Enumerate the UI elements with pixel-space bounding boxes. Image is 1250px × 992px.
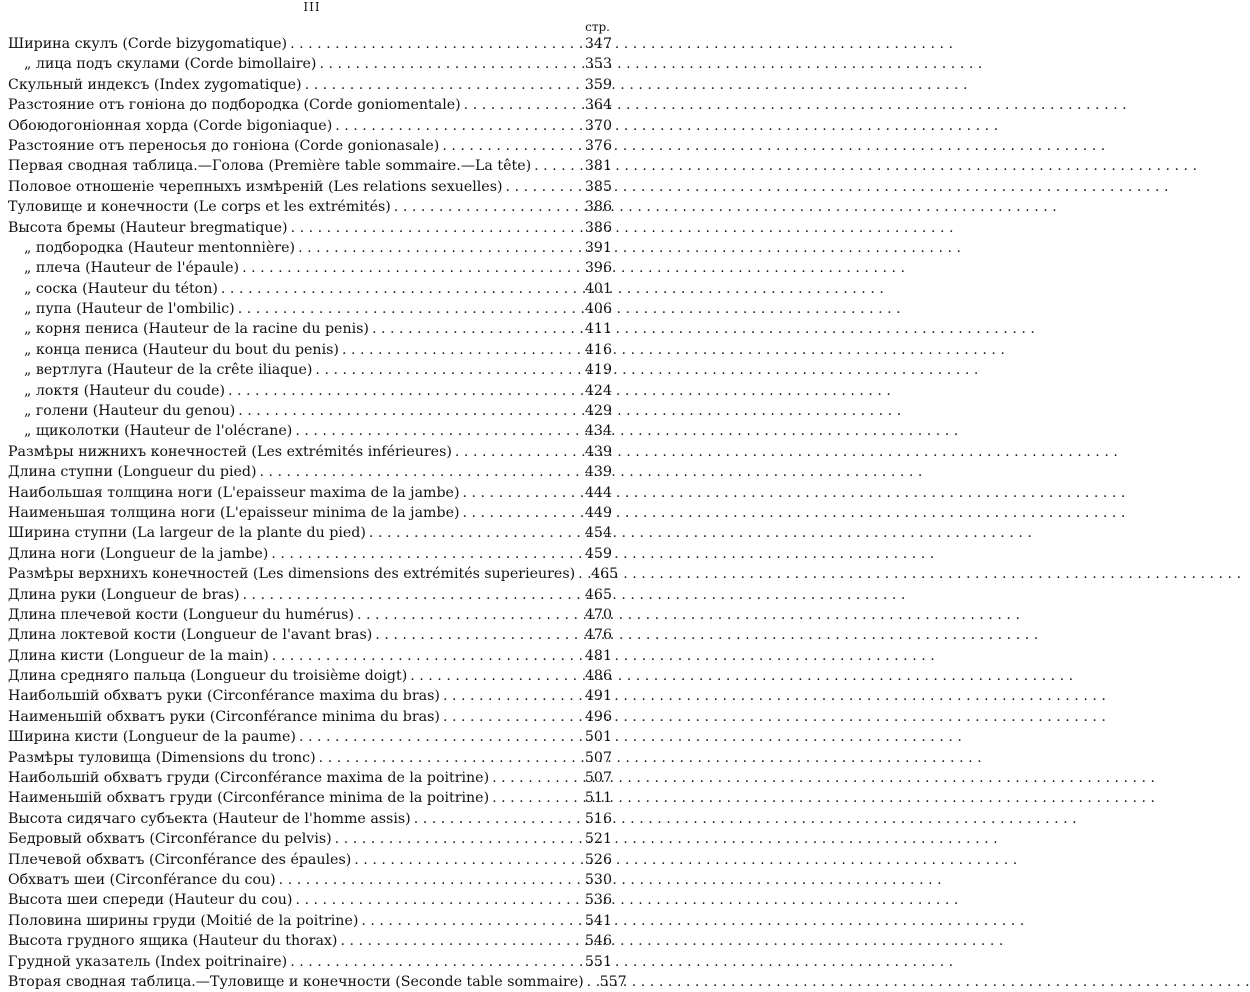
toc-entry-page: 449 [584, 504, 612, 521]
dot-leader [239, 258, 580, 278]
dot-leader [489, 788, 580, 808]
dot-leader [332, 829, 580, 849]
toc-entry-page: 511 [584, 790, 612, 807]
toc-entry-page: 419 [584, 362, 612, 379]
toc-entry-title: Наибольшая толщина ноги (L'epaisseur maxima de la jambe) [8, 484, 460, 501]
toc-entry-page: 391 [584, 239, 612, 256]
toc-entry-title: Грудной указатель (Index poitrinaire) [8, 953, 288, 970]
toc-entry-title: Обоюдогоніонная хорда (Corde bigoniaque) [8, 117, 333, 134]
dot-leader [225, 381, 580, 401]
toc-entry-page: 465 [584, 586, 612, 603]
page-number: III [303, 0, 321, 14]
dot-leader [312, 360, 580, 380]
toc-entry-title: Туловище и конечности (Le corps et les extrémités) [8, 199, 391, 216]
toc-entry-title: „ подбородка (Hauteur mentonnière) [24, 239, 296, 256]
dot-leader [575, 564, 586, 584]
toc-entry-title: Разстояние отъ переносья до гоніона (Corde gonionasale) [8, 137, 440, 154]
toc-entry [8, 34, 612, 54]
dot-leader [407, 666, 580, 686]
toc-entry [8, 707, 612, 727]
toc-entry-page: 444 [584, 484, 612, 501]
toc-entry-page: 507 [584, 749, 612, 766]
toc-entry-title: „ локтя (Hauteur du coude) [24, 382, 225, 399]
toc-entry [8, 258, 612, 278]
toc-entry-title: Длина ступни (Longueur du pied) [8, 464, 257, 481]
toc-entry-title: Длина руки (Longueur de bras) [8, 586, 240, 603]
dot-leader [316, 748, 580, 768]
toc-entry [8, 625, 612, 645]
toc-entry-page: 476 [584, 627, 612, 644]
toc-entry-title: Высота грудного ящика (Hauteur du thorax) [8, 933, 338, 950]
dot-leader [391, 197, 580, 217]
dot-leader [460, 483, 581, 503]
toc-entry [8, 75, 612, 95]
toc-entry-page: 557 [599, 973, 627, 990]
toc-entry-title: Длина ноги (Longueur de la jambe) [8, 545, 269, 562]
toc-entry [8, 503, 612, 523]
toc-entry-title: Высота шеи спереди (Hauteur du cou) [8, 892, 293, 909]
toc-entry-title: Плечевой обхватъ (Circonférance des épaules) [8, 851, 352, 868]
dot-leader [489, 768, 580, 788]
toc-entry-title: Высота сидячаго субъекта (Hauteur de l'homme assis) [8, 810, 411, 827]
toc-entry-title: „ щиколотки (Hauteur de l'olécrane) [24, 423, 293, 440]
toc-entry [8, 768, 612, 788]
page-column-label: стр. [585, 20, 610, 34]
toc-entry [8, 218, 612, 238]
toc-entry-title: „ голени (Hauteur du genou) [24, 403, 236, 420]
dot-leader [411, 809, 580, 829]
dot-leader [316, 54, 580, 74]
table-of-contents [8, 34, 627, 992]
toc-entry-title: „ конца пениса (Hauteur du bout du penis) [24, 341, 339, 358]
toc-entry-title: Бедровый обхватъ (Circonférance du pelvis) [8, 831, 332, 848]
toc-entry [8, 421, 612, 441]
dot-leader [292, 890, 580, 910]
dot-leader [366, 523, 580, 543]
toc-entry [8, 911, 612, 931]
toc-entry-page: 424 [584, 382, 612, 399]
toc-entry [8, 54, 612, 74]
toc-entry-page: 347 [584, 35, 612, 52]
toc-entry [8, 319, 612, 339]
toc-entry [8, 177, 612, 197]
dot-leader [460, 503, 581, 523]
toc-entry-page: 434 [584, 423, 612, 440]
toc-entry-title: Длина плечевой кости (Longueur du humérus) [8, 606, 355, 623]
toc-entry-page: 541 [584, 912, 612, 929]
toc-entry-title: „ корня пениса (Hauteur de la racine du penis) [24, 321, 369, 338]
dot-leader [339, 340, 580, 360]
toc-entry [8, 523, 612, 543]
toc-entry [8, 360, 612, 380]
toc-entry-page: 530 [584, 872, 612, 888]
dot-leader [302, 75, 580, 95]
toc-entry-title: Наименьшая толщина ноги (L'epaisseur minima de la jambe) [8, 504, 460, 521]
dot-leader [452, 442, 580, 462]
dot-leader [296, 727, 580, 747]
toc-entry-title: „ плеча (Hauteur de l'épaule) [24, 260, 240, 277]
toc-entry [8, 401, 612, 421]
dot-leader [292, 421, 580, 441]
toc-entry [8, 279, 612, 299]
toc-entry-title: „ вертлуга (Hauteur de la crête iliaque) [24, 362, 313, 379]
dot-leader [351, 850, 580, 870]
toc-entry-title: Длина локтевой кости (Longueur de l'avant bras) [8, 627, 373, 644]
toc-entry [8, 870, 612, 890]
toc-entry [8, 462, 612, 482]
toc-entry-page: 359 [584, 76, 612, 93]
toc-entry [8, 442, 612, 462]
dot-leader [337, 931, 580, 951]
toc-entry-page: 386 [584, 199, 612, 216]
toc-entry [8, 605, 612, 625]
toc-entry-page: 496 [584, 708, 612, 725]
toc-entry [8, 156, 612, 176]
toc-entry [8, 585, 612, 605]
dot-leader [276, 870, 580, 890]
toc-entry-page: 459 [584, 545, 612, 562]
toc-entry-page: 454 [584, 525, 612, 542]
toc-entry-title: Скульный индексъ (Index zygomatique) [8, 76, 302, 93]
dot-leader [295, 238, 580, 258]
toc-entry [8, 238, 612, 258]
toc-entry-title: Обхватъ шеи (Circonférance du cou) [8, 872, 276, 888]
dot-leader [358, 911, 580, 931]
dot-leader [332, 116, 580, 136]
toc-entry-page: 370 [584, 117, 612, 134]
toc-entry [8, 972, 627, 992]
toc-entry-title: Размѣры нижнихъ конечностей (Les extrémités inférieures) [8, 443, 452, 460]
toc-entry-title: „ лица подъ скулами (Corde bimollaire) [24, 56, 317, 73]
toc-entry [8, 829, 612, 849]
toc-entry-title: „ пупа (Hauteur de l'ombilic) [24, 301, 235, 318]
toc-entry [8, 666, 612, 686]
toc-entry-page: 385 [584, 178, 612, 195]
toc-entry-title: Ширина кисти (Longueur de la paume) [8, 729, 296, 746]
dot-leader [240, 585, 581, 605]
toc-entry-page: 516 [584, 810, 612, 827]
toc-entry [8, 381, 612, 401]
dot-leader [268, 544, 580, 564]
dot-leader [531, 156, 580, 176]
toc-entry-page: 491 [584, 688, 612, 705]
toc-entry [8, 116, 612, 136]
toc-entry [8, 197, 612, 217]
toc-entry-page: 470 [584, 606, 612, 623]
toc-entry-page: 406 [584, 301, 612, 318]
toc-entry-title: Наибольшій обхватъ руки (Circonférance maxima du bras) [8, 688, 440, 705]
toc-entry-title: Ширина скулъ (Corde bizygomatique) [8, 35, 288, 52]
dot-leader [584, 972, 595, 992]
toc-entry-page: 551 [584, 953, 612, 970]
toc-entry-title: Длина средняго пальца (Longueur du troisième doigt) [8, 668, 408, 685]
toc-entry-page: 536 [584, 892, 612, 909]
toc-entry-page: 546 [584, 933, 612, 950]
toc-entry-page: 376 [584, 137, 612, 154]
toc-entry-page: 386 [584, 219, 612, 236]
toc-entry-title: Ширина ступни (La largeur de la plante du pied) [8, 525, 366, 542]
toc-entry [8, 748, 612, 768]
dot-leader [461, 95, 580, 115]
toc-entry-title: Разстояние отъ гоніона до подбородка (Corde goniomentale) [8, 97, 461, 114]
toc-entry-page: 526 [584, 851, 612, 868]
dot-leader [372, 625, 580, 645]
toc-entry-title: „ соска (Hauteur du téton) [24, 280, 218, 297]
dot-leader [503, 177, 580, 197]
toc-entry-page: 486 [584, 668, 612, 685]
dot-leader [354, 605, 580, 625]
toc-entry [8, 952, 612, 972]
toc-entry-title: Размѣры верхнихъ конечностей (Les dimensions des extrémités superieures) [8, 566, 576, 583]
toc-entry-page: 396 [584, 260, 612, 277]
dot-leader [369, 319, 580, 339]
toc-entry [8, 788, 612, 808]
toc-entry-page: 429 [584, 403, 612, 420]
toc-entry [8, 544, 612, 564]
dot-leader [440, 686, 580, 706]
dot-leader [257, 462, 581, 482]
toc-entry-page: 481 [584, 647, 612, 664]
toc-entry-page: 416 [584, 341, 612, 358]
toc-entry-page: 353 [584, 56, 612, 73]
dot-leader [287, 952, 580, 972]
toc-entry-page: 411 [584, 321, 612, 338]
dot-leader [288, 218, 580, 238]
toc-entry [8, 95, 612, 115]
toc-entry [8, 931, 612, 951]
toc-entry-page: 439 [584, 464, 612, 481]
toc-entry [8, 687, 612, 707]
dot-leader [439, 136, 580, 156]
toc-entry [8, 890, 612, 910]
toc-entry-title: Половое отношеніе черепныхъ измѣреній (Les relations sexuelles) [8, 178, 503, 195]
toc-entry [8, 727, 612, 747]
dot-leader [235, 299, 580, 319]
toc-entry-title: Вторая сводная таблица.—Туловище и конечности (Seconde table sommaire) [8, 973, 584, 990]
toc-entry [8, 564, 619, 584]
toc-entry-title: Наибольшій обхватъ груди (Circonférance maxima de la poitrine) [8, 770, 490, 787]
toc-entry-title: Первая сводная таблица.—Голова (Première table sommaire.—La tête) [8, 158, 532, 175]
toc-entry-page: 401 [584, 280, 612, 297]
dot-leader [218, 279, 580, 299]
toc-entry-page: 439 [584, 443, 612, 460]
toc-entry-title: Размѣры туловища (Dimensions du tronc) [8, 749, 316, 766]
toc-entry-page: 364 [584, 97, 612, 114]
toc-entry [8, 483, 612, 503]
toc-entry [8, 850, 612, 870]
toc-entry [8, 299, 612, 319]
toc-entry [8, 340, 612, 360]
dot-leader [440, 707, 580, 727]
toc-entry-title: Наименьшій обхватъ руки (Circonférance minima du bras) [8, 708, 440, 725]
toc-entry [8, 136, 612, 156]
toc-entry-title: Длина кисти (Longueur de la main) [8, 647, 269, 664]
toc-entry-title: Половина ширины груди (Moitié de la poitrine) [8, 912, 359, 929]
toc-entry-page: 507 [584, 770, 612, 787]
toc-entry-page: 521 [584, 831, 612, 848]
toc-entry-page: 501 [584, 729, 612, 746]
toc-entry-title: Высота бремы (Hauteur bregmatique) [8, 219, 288, 236]
toc-entry-title: Наименьшій обхватъ груди (Circonférance minima de la poitrine) [8, 790, 490, 807]
toc-entry-page: 465 [591, 566, 619, 583]
toc-entry [8, 646, 612, 666]
toc-entry-page: 381 [584, 158, 612, 175]
dot-leader [235, 401, 580, 421]
toc-entry [8, 809, 612, 829]
dot-leader [269, 646, 580, 666]
dot-leader [287, 34, 580, 54]
